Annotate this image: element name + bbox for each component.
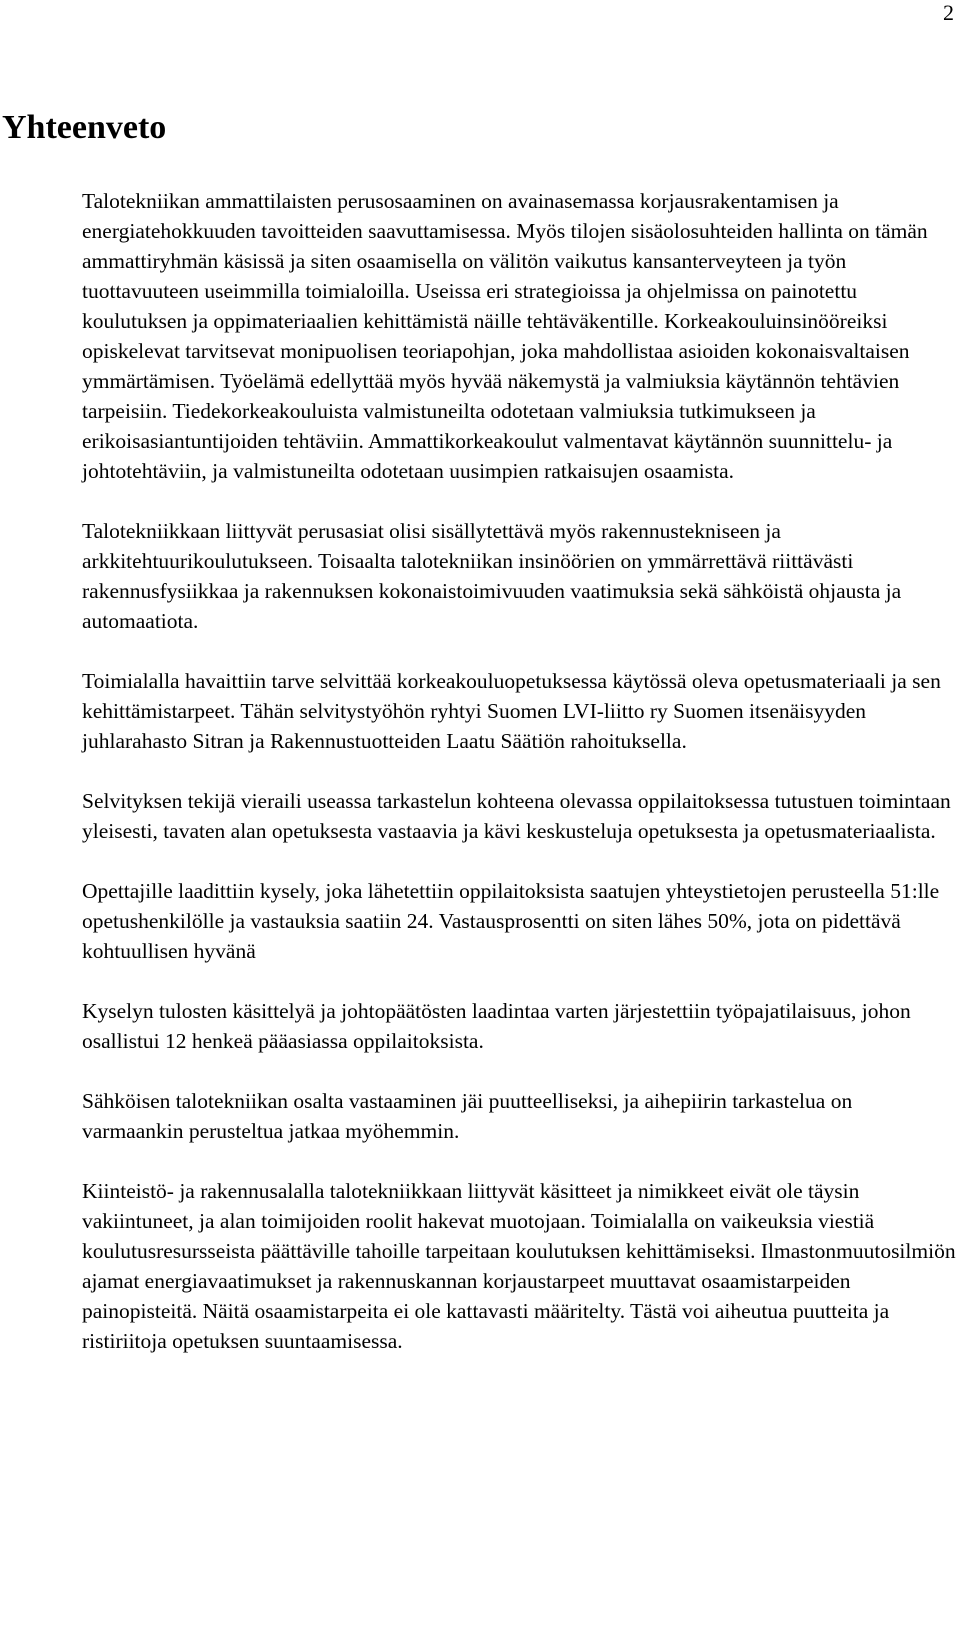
paragraph: Toimialalla havaittiin tarve selvittää korkeakouluopetuksessa käytössä oleva opetusmateriaali ja sen kehittämistarpeet. Tähän selvitystyöhön ryhtyi Suomen LVI-liitto ry Suomen itsenäisyyden juhlarahasto Sitran ja Rakennustuotteiden Laatu Säätiön rahoituksella. <box>82 669 941 753</box>
paragraph: Talotekniikan ammattilaisten perusosaaminen on avainasemassa korjausrakentamisen ja energiatehokkuuden tavoitteiden saavuttamisessa. Myös tilojen sisäolosuhteiden hallinta on tämän ammattiryhmän käsissä ja siten osaamisella on välitön vaikutus kansanterveyteen ja työn tuottavuuteen useimmilla toimialoilla. Useissa eri strategioissa ja ohjelmissa on painotettu koulutuksen ja oppimateriaalien kehittämistä näille tehtäväkentille. Korkeakouluinsinööreiksi opiskelevat tarvitsevat monipuolisen teoriapohjan, joka mahdollistaa asioiden kokonaisvaltaisen ymmärtämisen. Työelämä edellyttää myös hyvää näkemystä ja valmiuksia käytännön tehtävien tarpeisiin. Tiedekorkeakouluista valmistuneilta odotetaan valmiuksia tutkimukseen ja erikoisasiantuntijoiden tehtäviin. Ammattikorkeakoulut valmentavat käytännön suunnittelu- ja johtotehtäviin, ja valmistuneilta odotetaan uusimpien ratkaisujen osaamista. <box>82 189 928 483</box>
document-body <box>82 186 956 1386</box>
paragraph: Kyselyn tulosten käsittelyä ja johtopäätösten laadintaa varten järjestettiin työpajatilaisuus, johon osallistui 12 henkeä pääasiassa oppilaitoksista. <box>82 999 911 1053</box>
paragraph: Talotekniikkaan liittyvät perusasiat olisi sisällytettävä myös rakennustekniseen ja arkkitehtuurikoulutukseen. Toisaalta talotekniikan insinöörien on ymmärrettävä riittävästi rakennusfysiikkaa ja rakennuksen kokonaistoimivuuden vaatimuksia sekä sähköistä ohjausta ja automaatiota. <box>82 519 902 633</box>
page-title: Yhteenveto <box>2 109 167 146</box>
paragraph: Sähköisen talotekniikan osalta vastaaminen jäi puutteelliseksi, ja aihepiirin tarkastelua on varmaankin perusteltua jatkaa myöhemmin. <box>82 1089 853 1143</box>
page-number: 2 <box>943 0 954 25</box>
paragraph: Kiinteistö- ja rakennusalalla talotekniikkaan liittyvät käsitteet ja nimikkeet eivät ole täysin vakiintuneet, ja alan toimijoiden roolit hakevat muotojaan. Toimialalla on vaikeuksia viestiä koulutusresursseista päättäville tahoille tarpeitaan koulutuksen kehittämiseksi. Ilmastonmuutosilmiön ajamat energiavaatimukset ja rakennuskannan korjaustarpeet muuttavat osaamistarpeiden painopisteitä. Näitä osaamistarpeita ei ole kattavasti määritelty. Tästä voi aiheutua puutteita ja ristiriitoja opetuksen suuntaamisessa. <box>82 1179 956 1353</box>
paragraph: Selvityksen tekijä vieraili useassa tarkastelun kohteena olevassa oppilaitoksessa tutustuen toimintaan yleisesti, tavaten alan opetuksesta vastaavia ja kävi keskusteluja opetuksesta ja opetusmateriaalista. <box>82 789 951 843</box>
paragraph: Opettajille laadittiin kysely, joka lähetettiin oppilaitoksista saatujen yhteystietojen perusteella 51:lle opetushenkilölle ja vastauksia saatiin 24. Vastausprosentti on siten lähes 50%, jota on pidettävä kohtuullisen hyvänä <box>82 879 940 963</box>
